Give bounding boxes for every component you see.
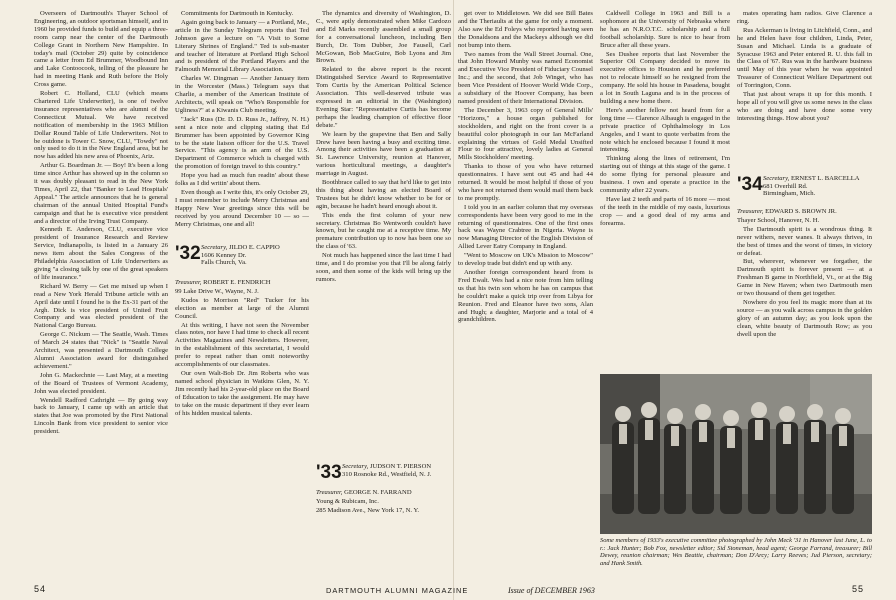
paragraph: Rus Ackerman is living in Litchfield, Conn., and he and Helen have four children, Linda, Peter, Susan and Michael. Linda is a graduate of Syracuse 1963 and Peter entered R. U. this fall in the Class of '67. Rus was in the hardware business until May of this year when he was appointed Treasurer of Connecticut Welfare Department out of Torrington, Conn.	[737, 26, 872, 90]
paragraph: "Went to Moscow on UK's Mission to Moscow" to develop trade but didn't end up with any.	[458, 252, 593, 268]
column-5	[600, 10, 730, 368]
column-3-bottom: Treasurer, GEORGE N. FARRAND Young & Rubicam, Inc. 285 Madison Ave., New York 17, N. Y.	[316, 489, 451, 574]
paragraph: get over to Middletown. We did see Bill Bates and the Theriaults at the game for only a moment. Also saw the Ed Foleys who reported having seen the Donaldsons and the Mackeys although we did not bump into them.	[458, 10, 593, 49]
paragraph: Another foreign correspondent heard from is Fred Ewalt. Wes had a nice note from him telling us that his twin son whom he has on campus that he couldn't make a quick trip over from Libya for Reunion. Fred and Eleanor have two sons, Alan and Hugh; a daughter, Marjorie and a total of 4 grandchildren.	[458, 269, 593, 324]
column-4	[458, 10, 593, 584]
photo-caption: Some members of 1933's executive committee photographed by John Meck '31 in Hanover last June, L. to r.: Jack Hunter; Bob Fox, newsletter editor; Sid Stoneman, head agent; George Farrand, treasurer; Bill Dewey, reunion chairman; Wes Beattie, chairman; Don D'Arcy; Larry Reeves; Jud Pierson, secretary; and Hank Smith.	[600, 537, 872, 567]
paragraph: Thanks to those of you who have returned questionnaires. I have sent out 45 and had 44 returned. It would be most helpful if those of you who have not returned them would mail them back to me promptly.	[458, 163, 593, 202]
secretary-name: JUDSON T. PIERSON	[369, 463, 432, 470]
paragraph: Related to the above report is the recent Distinguished Service Award to Representative Tom Curtis by the American Political Science Association. This well-deserved tribute was expressed in an editorial in the (Washington) Evening Star: "Representative Curtis has become perhaps the leading champion of effective floor debate."	[316, 66, 451, 129]
paragraph: mates operating ham radios. Give Clarence a ring.	[737, 10, 872, 25]
class-officers: Secretary, ERNEST L. BARCELLA 681 Overhill Rd. Birmingham, Mich.	[763, 175, 873, 198]
column-6-top	[737, 10, 872, 170]
paragraph: Richard W. Berry — Get me mixed up when I read a New York Herald Tribune article with an April date until I found he is the Ex-31 part of the Argh. Dick is vice president of United Fruit Company and was elected president of the National Cargo Bureau.	[34, 282, 168, 330]
page-gutter	[453, 0, 454, 600]
column-2-bottom: Treasurer, ROBERT E. FENDRICH 99 Lake Drive W., Wayne, N. J. Kudos to Morrison "Red" Tucker for his election as member at large of the Alumni Council. At this writing, I have not seen the November class notes, nor have I had time to check all recent Activities Magazines and Newsletters. However, in the establishment of this secretariat, I would prefer to repeat rather than omit noteworthy accomplishments of our classmates. Our own Walt-Bob Dr. Jim Roberts who was named school physician in Watkins Glen, N. Y. Jim recently had his 2-year-old place on the Board of Education to take the assignment. He may have to take on the music department if they ever learn of his hidden musical talents.	[175, 279, 309, 417]
paragraph: Thinking along the lines of retirement, I'm starting out of things at this stage of the game. I do some flying for personal pleasure and business. I own and operate a practice in the community after 22 years.	[600, 155, 730, 194]
class-1934-heading	[737, 175, 872, 207]
issue-date: Issue of DECEMBER 1963	[508, 586, 595, 595]
paragraph: Ses Dushee reports that last November the Superior Oil Company decided to move its executive offices to Houston and he preferred not to relocate himself so he resigned from the company. He sold his house in Pasadena, bought a lot in South Laguna and is in the process of building a new home there.	[600, 50, 730, 105]
paragraph: George C. Nickum — The Seattle, Wash. Times of March 24 states that "Nick" is "Seattle Naval Architect, was presented a Dartmouth College Alumni Association award for distinguished achievement."	[34, 331, 168, 370]
class-officers: Secretary, JILDO E. CAPPIO 1606 Kenney Dr. Falls Church, Va.	[201, 244, 311, 267]
class-1932-heading	[175, 244, 309, 276]
paragraph: John G. Mackechnie — Last May, at a meeting of the Board of Trustees of Vermont Academy, John was elected president.	[34, 371, 168, 395]
class-year: '34	[737, 174, 763, 195]
treasurer-address: Thayer School, Hanover, N. H.	[737, 216, 820, 224]
paragraph: Caldwell College in 1963 and Bill is a sophomore at the University of Nebraska where he has an N.R.O.T.C. scholarship and a full football scholarship. Sure is nice to hear from Bruce after all these years.	[600, 10, 730, 49]
paragraph: I told you in an earlier column that my overseas correspondents have been very good to me in the returning of questionnaires. One of the first ones back was Wayne Crabtree in Nigeria. Wayne is now Managing Director of the English Division of Allied Lever Eatry Company in England.	[458, 203, 593, 251]
paragraph: Nowhere do you feel its magic more than at its source — as you walk across campus in the golden glory of an autumn day; as you look upon the clean, white beauty of Dartmouth Row; as you dwell upon the	[737, 298, 872, 338]
secretary-city: Birmingham, Mich.	[763, 190, 816, 198]
column-6-bottom: Treasurer, EDWARD S. BROWN JR. Thayer School, Hanover, N. H. The Dartmouth spirit is a wondrous thing. It never withers, never wanes. It always thrives, in the best of times and the worst of times, in victory or defeat. But, wherever, whenever we forgather, the Dartmouth spirit is forever present — at a Freshman B game in Northfield, Vt., or at the Big Game in New Haven; when two Dartmouth men or two thousand of them get together. Nowhere do you feel its magic more than at its source — as you walk across campus in the golden glory of an autumn day; as you look upon the clean, white beauty of Dartmouth Row; as you dwell upon the	[737, 208, 872, 338]
paragraph: Even though as I write this, it's only October 29, I must remember to include Merry Christmas and Happy New Year greetings since this will be received by you around December 10 — so — Merry Christmas, one and all!	[175, 188, 309, 228]
photo-illustration	[600, 374, 872, 534]
paragraph: Not much has happened since the last time I had time, and I do promise you that I'll be along fairly soon, and then some of the kids will bring up the rumors.	[316, 252, 451, 283]
page-number-left: 54	[34, 584, 47, 594]
class-officers: Secretary, JUDSON T. PIERSON 310 Rosnoke Rd., Westfield, N. J.	[342, 463, 452, 478]
secretary-address: 681 Overhill Rd.	[763, 182, 808, 190]
paragraph: Hope you had as much fun readin' about these folks as I did writin' about them.	[175, 172, 309, 188]
paragraph: But, wherever, whenever we forgather, the Dartmouth spirit is forever present — at a Freshman B game in Northfield, Vt., or at the Big Game in New Haven; when two Dartmouth men or two thousand of them get together.	[737, 258, 872, 298]
class-year: '33	[316, 462, 342, 483]
paragraph: That just about wraps it up for this month. I hope all of you will give us some news in the class who are doing and have done some very interesting things. How about you?	[737, 91, 872, 122]
secretary-address: 1606 Kenney Dr.	[201, 251, 247, 259]
paragraph: Have last 2 teeth and parts of 16 more — most of the teeth in the middle of my oasis, luxurious crop — and a good deal of my arms and forearms.	[600, 195, 730, 227]
secretary-city: Falls Church, Va.	[201, 259, 247, 267]
paragraph: Robert C. Holland, CLU (which means Chartered Life Underwriter), is one of twelve insurance representatives who are alumni of the Connecticut Mutual. We have received notification of membership in the 1963 Million Dollar Round Table of Life Underwriters. Not to be outdone is Tower C. Snow, CLU, "Towdy" not only used to do it in the New England area, but he now has added his new area of Phoenix, Ariz.	[34, 90, 168, 161]
treasurer-name: EDWARD S. BROWN JR.	[765, 208, 837, 215]
paragraph: Commitments for Dartmouth in Kentucky.	[181, 10, 294, 17]
group-photograph	[600, 374, 872, 534]
paragraph: Boothbrace called to say that he'd like to get into this thing about having an elected Board of Trustees but he didn't know whether to be for or agin, because he hadn't heard enough about it.	[316, 179, 451, 210]
treasurer-name: GEORGE N. FARRAND	[344, 489, 412, 496]
paragraph: Charles W. Dingman — Another January item in the Worcester (Mass.) Telegram says that Charlie, a member of the American Institute of Architects, will speak on "Who's Responsible for Ugliness?" at a Kiwanis Club meeting.	[175, 75, 309, 114]
paragraph: The dynamics and diversity of Washington, D. C., were aptly demonstrated when Mike Cardozo and Ed Marks recently assembled a small group for a conversational luncheon, including Ben Burch, Dr. Tom Dubber, Joe Fausell, Carl McGowan, Bob MacGuire, Bob Lyons and Jim Brown.	[316, 10, 451, 65]
paragraph: Two names from the Wall Street Journal. One, that John Howard Munby was named Economist and Executive Vice President of Fiduciary Counsel Inc.; and the second, that Job Winget, who has been Vice President of Hoover World Wide Corp., a subsidiary of the Hoover Company, has been named president of their International Division.	[458, 50, 593, 105]
class-year: '32	[175, 243, 201, 264]
page-number-right: 55	[852, 584, 865, 594]
treasurer-address: 285 Madison Ave., New York 17, N. Y.	[316, 506, 419, 514]
column-1	[34, 10, 168, 584]
column-3-top	[316, 10, 451, 458]
treasurer-name: ROBERT E. FENDRICH	[203, 279, 271, 286]
paragraph: Arthur G. Boardman Jr. — Boy! It's been a long time since Arthur has showed up in the column so it was doubly pleasant to read in the New York Times, April 22, that "Banker to Lead Hospitals' Appeal." The article announces that he is general chairman of the annual United Hospital Fund's campaign and that he is executive vice president and a director of the Irving Trust Company.	[34, 162, 168, 225]
paragraph: Wendell Radford Cathright — By going way back to January, I came up with an article that states that Joe was promoted by the First National Lincoln Bank from vice president to senior vice president.	[34, 396, 168, 436]
paragraph: Here's another fellow not heard from for a long time — Clarence Albaugh is engaged in the private practice of Ophthalmology in Los Angeles, and I want to quote verbatim from the note which he enclosed because I found it most interesting.	[600, 106, 730, 154]
paragraph: At this writing, I have not seen the November class notes, nor have I had time to check all recent Activities Magazines and Newsletters. However, in the establishment of this secretariat, I would prefer to repeat rather than omit noteworthy accomplishments of our classmates.	[175, 321, 309, 369]
paragraph: Kenneth E. Anderson, CLU, executive vice president of Insurance Research and Review Service, Indianapolis, is listed in a January 26 news item about the Sales Congress of the Philadelphia Association of Life Underwriters as giving "a closing talk by one of the great speakers of life insurance."	[34, 226, 168, 281]
paragraph: Overseers of Dartmouth's Thayer School of Engineering, an outdoor sportsman himself, and in 1960 he provided funds to build and equip a three-room camp near the center of the Dartmouth College Grant in Northern New Hampshire. In today's mail (October 29) quite by coincidence came a letter from Ed Brummer, Woodbound Inn and Lake Contoocook, telling of the pleasure he had in meeting Hank and Ruth before the Holy Cross game.	[34, 10, 168, 89]
paragraph: "Jack" Russ (Dr. D. D. Russ Jr., Jaffrey, N. H.) sent a nice note and clipping stating that Ed Brummer has been appointed by Governor King to be the state liaison officer for the U.S. Travel Service. "This agency is an arm of the U.S. Department of Commerce which is charged with the promotion of foreign travel to this country."	[175, 115, 309, 171]
paragraph: This ends the first column of your new secretary. Christmas Bo Wentworth couldn't have known, but he caught me at a receptive time. My premature contribution up to now has been one so the class of '63.	[316, 211, 451, 251]
paragraph: Kudos to Morrison "Red" Tucker for his election as member at large of the Alumni Council.	[175, 296, 309, 320]
paragraph: We learn by the grapevine that Ben and Sally Drew have been having a busy and exciting time. Among their activities have been a graduation at St. Lawrence University, reunion at Hanover, various horticultural meetings, a daughter's marriage in August.	[316, 130, 451, 178]
column-2-top	[175, 10, 309, 238]
secretary-name: ERNEST L. BARCELLA	[790, 175, 860, 182]
magazine-title: DARTMOUTH ALUMNI MAGAZINE	[326, 586, 469, 595]
paragraph: The Dartmouth spirit is a wondrous thing. It never withers, never wanes. It always thrives, in the best of times and the worst of times, in victory or defeat.	[737, 225, 872, 257]
paragraph: Our own Walt-Bob Dr. Jim Roberts who was named school physician in Watkins Glen, N. Y. Jim recently had his 2-year-old place on the Board of Education to take the assignment. He may have to take on the music department if they ever learn of his hidden musical talents.	[175, 369, 309, 417]
secretary-address: 310 Rosnoke Rd., Westfield, N. J.	[342, 470, 432, 478]
secretary-name: JILDO E. CAPPIO	[228, 244, 280, 251]
paragraph: Again going back to January — a Portland, Me., article in the Sunday Telegram reports that Ted Johnson gave a lecture on "A Visit to Some Literary Shrines of England." Ted is sub-master and teacher of literature at Portland High School and is president of the Portland Players and the Falmouth Memorial Library Association.	[175, 18, 309, 74]
paragraph: The December 3, 1963 copy of General Mills' "Horizons," a house organ published for stockholders, and right on the front cover is a beautiful color photograph in our Ian McFarland explaining the virtues of Gold Medal Unsifted Flour to four attractive, lovely ladies at General Mills Stockholders' meeting.	[458, 106, 593, 162]
treasurer-address: 99 Lake Drive W., Wayne, N. J.	[175, 287, 259, 295]
treasurer-address: Young & Rubicam, Inc.	[316, 497, 379, 505]
